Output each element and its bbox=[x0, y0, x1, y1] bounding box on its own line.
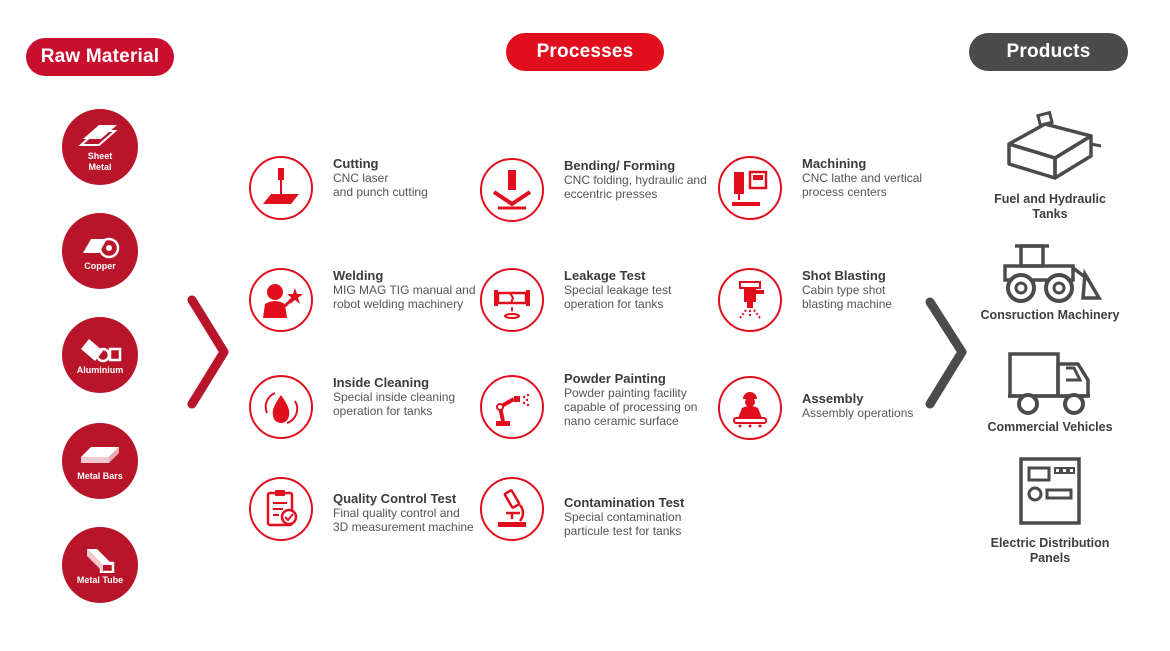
raw-item-label: Metal Tube bbox=[76, 574, 124, 585]
process-desc-line: MIG MAG TIG manual and bbox=[333, 283, 476, 297]
process-desc-line: Special contamination bbox=[564, 510, 682, 524]
process-desc-line: Final quality control and bbox=[333, 506, 460, 520]
process-title: Shot Blasting bbox=[802, 268, 886, 283]
raw-material-header: Raw Material bbox=[26, 38, 174, 76]
press-bending-icon bbox=[490, 168, 534, 212]
process-title: Machining bbox=[802, 156, 867, 171]
process-desc-line: Powder painting facility bbox=[564, 386, 687, 400]
welder-icon bbox=[259, 278, 303, 322]
process-shot-blasting bbox=[718, 268, 948, 338]
process-desc-line: operation for tanks bbox=[333, 404, 433, 418]
process-desc-line: CNC laser bbox=[333, 171, 389, 185]
process-icon-circle bbox=[249, 375, 313, 439]
process-desc-line: particule test for tanks bbox=[564, 524, 682, 538]
metal-bars-icon bbox=[77, 441, 123, 469]
pipe-leak-icon bbox=[490, 278, 534, 322]
process-title: Leakage Test bbox=[564, 268, 646, 283]
process-desc-line: Special inside cleaning bbox=[333, 390, 456, 404]
process-welding bbox=[249, 268, 479, 338]
processes-header: Processes bbox=[506, 33, 664, 71]
clipboard-check-icon bbox=[259, 487, 303, 531]
process-icon-circle bbox=[249, 268, 313, 332]
chevron-right-icon bbox=[184, 294, 234, 414]
sheet-metal-icon bbox=[77, 121, 123, 149]
process-title: Assembly bbox=[802, 391, 864, 406]
process-powder-painting bbox=[480, 371, 710, 441]
process-title: Bending/ Forming bbox=[564, 158, 676, 173]
raw-item-metal-bars bbox=[62, 423, 138, 499]
process-title: Powder Painting bbox=[564, 371, 666, 386]
process-desc-line: eccentric presses bbox=[564, 187, 658, 201]
blasting-gun-icon bbox=[728, 278, 772, 322]
process-icon-circle bbox=[480, 158, 544, 222]
process-desc-line: process centers bbox=[802, 185, 887, 199]
process-icon-circle bbox=[480, 268, 544, 332]
process-desc-line: blasting machine bbox=[802, 297, 893, 311]
process-icon-circle bbox=[718, 268, 782, 332]
process-desc-line: Special leakage test bbox=[564, 283, 672, 297]
product-fuel-tanks bbox=[970, 110, 1130, 222]
process-desc-line: CNC folding, hydraulic and bbox=[564, 173, 707, 187]
process-icon-circle bbox=[718, 376, 782, 440]
process-machining bbox=[718, 156, 948, 226]
panel-icon bbox=[1017, 456, 1083, 528]
process-icon-circle bbox=[718, 156, 782, 220]
process-title: Quality Control Test bbox=[333, 491, 457, 506]
process-icon-circle bbox=[480, 375, 544, 439]
process-inside-cleaning bbox=[249, 375, 479, 445]
raw-item-label: Sheet Metal bbox=[87, 151, 113, 172]
process-desc-line: Cabin type shot bbox=[802, 283, 886, 297]
raw-item-metal-tube bbox=[62, 527, 138, 603]
process-icon-circle bbox=[480, 477, 544, 541]
laser-cutting-icon bbox=[259, 166, 303, 210]
product-label: Consruction Machinery bbox=[980, 308, 1120, 322]
raw-item-copper bbox=[62, 213, 138, 289]
process-desc-line: and punch cutting bbox=[333, 185, 428, 199]
process-assembly bbox=[718, 376, 948, 446]
process-desc-line: capable of processing on bbox=[564, 400, 698, 414]
product-label: Fuel and Hydraulic Tanks bbox=[994, 192, 1106, 221]
tank-icon bbox=[995, 110, 1105, 188]
process-leakage-test bbox=[480, 268, 710, 338]
process-title: Contamination Test bbox=[564, 495, 685, 510]
product-commercial-vehicles bbox=[970, 350, 1130, 435]
copper-icon bbox=[77, 231, 123, 259]
process-desc-line: 3D measurement machine bbox=[333, 520, 474, 534]
robot-arm-spray-icon bbox=[490, 385, 534, 429]
process-title: Cutting bbox=[333, 156, 379, 171]
process-icon-circle bbox=[249, 477, 313, 541]
process-desc-line: operation for tanks bbox=[564, 297, 664, 311]
process-desc-line: Assembly operations bbox=[802, 406, 914, 420]
metal-tube-icon bbox=[77, 545, 123, 573]
truck-icon bbox=[1000, 350, 1100, 416]
assembly-worker-icon bbox=[728, 386, 772, 430]
raw-item-aluminium bbox=[62, 317, 138, 393]
raw-item-label: Aluminium bbox=[76, 364, 124, 375]
process-contamination-test bbox=[480, 477, 710, 547]
process-desc-line: CNC lathe and vertical bbox=[802, 171, 923, 185]
process-icon-circle bbox=[249, 156, 313, 220]
products-header: Products bbox=[969, 33, 1128, 71]
process-title: Welding bbox=[333, 268, 384, 283]
cnc-machine-icon bbox=[728, 166, 772, 210]
microscope-icon bbox=[490, 487, 534, 531]
product-construction-machinery bbox=[970, 238, 1130, 323]
process-desc-line: robot welding machinery bbox=[333, 297, 464, 311]
process-title: Inside Cleaning bbox=[333, 375, 430, 390]
raw-item-label: Copper bbox=[84, 260, 116, 271]
aluminium-icon bbox=[77, 335, 123, 363]
raw-item-sheet-metal bbox=[62, 109, 138, 185]
process-cutting bbox=[249, 156, 479, 226]
product-label: Electric Distribution Panels bbox=[990, 536, 1110, 565]
process-bending bbox=[480, 158, 710, 228]
product-electric-panels bbox=[970, 456, 1130, 566]
process-quality-control bbox=[249, 477, 479, 547]
process-desc-line: nano ceramic surface bbox=[564, 414, 679, 428]
water-drop-icon bbox=[259, 385, 303, 429]
product-label: Commercial Vehicles bbox=[987, 420, 1113, 434]
loader-icon bbox=[995, 238, 1105, 304]
raw-item-label: Metal Bars bbox=[77, 470, 123, 481]
